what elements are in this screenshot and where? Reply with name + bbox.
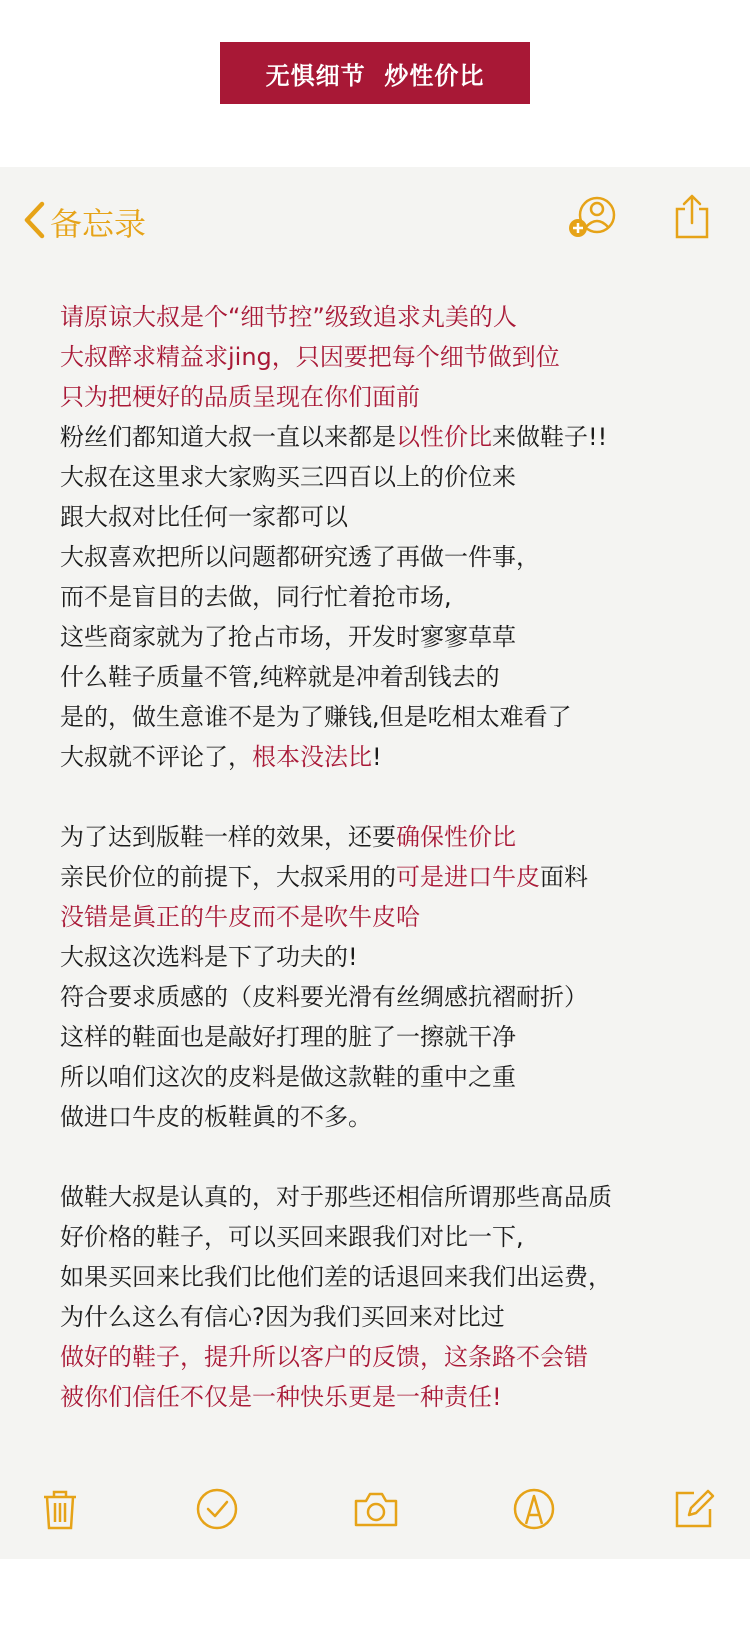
note-text: 这样的鞋面也是敲好打理的脏了一擦就干净 (60, 1023, 516, 1051)
note-text: 是的，做生意谁不是为了赚钱,但是吃相太难看了 (60, 703, 572, 731)
note-text: 符合要求质感的（皮料要光滑有丝绸感抗褶耐折） (60, 983, 588, 1011)
promo-banner (220, 42, 530, 104)
note-text: 好价格的鞋子，可以买回来跟我们对比一下, (60, 1223, 524, 1251)
note-line (60, 937, 720, 977)
note-line (60, 297, 720, 337)
note-line (60, 457, 720, 497)
note-line (60, 1097, 720, 1137)
compose-icon (672, 1516, 716, 1535)
highlighted-text: 以性价比 (396, 423, 492, 451)
note-body[interactable] (60, 297, 720, 1417)
note-text: 什么鞋子质量不管,纯粹就是冲着刮钱去的 (60, 663, 500, 691)
note-text: 大叔在这里求大家购买三四百以上的价位来 (60, 463, 516, 491)
note-text: 面料 (540, 863, 588, 891)
note-line (60, 1257, 720, 1297)
checklist-icon (195, 1516, 239, 1535)
share-button[interactable] (672, 193, 712, 245)
markup-icon (512, 1516, 556, 1535)
camera-button[interactable] (353, 1487, 397, 1531)
note-line (60, 617, 720, 657)
navigation-bar (0, 167, 750, 277)
notes-app (0, 167, 750, 1559)
note-text: 粉丝们都知道大叔一直以来都是 (60, 423, 396, 451)
note-line (60, 977, 720, 1017)
share-icon (672, 226, 712, 245)
highlighted-text: 只为把梗好的品质呈现在你们面前 (60, 383, 420, 411)
note-line (60, 1377, 720, 1417)
note-line (60, 577, 720, 617)
note-line (60, 1217, 720, 1257)
bottom-toolbar (0, 1467, 750, 1557)
highlighted-text: 被你们信任不仅是一种快乐更是一种责任! (60, 1383, 502, 1411)
checklist-button[interactable] (195, 1487, 239, 1531)
note-text: 做进口牛皮的板鞋眞的不多。 (60, 1103, 372, 1131)
markup-button[interactable] (512, 1487, 556, 1531)
add-person-button[interactable] (568, 195, 618, 245)
note-line (60, 1177, 720, 1217)
blank-line (60, 777, 720, 817)
note-line (60, 737, 720, 777)
note-line (60, 1337, 720, 1377)
note-line (60, 377, 720, 417)
note-line (60, 1057, 720, 1097)
highlighted-text: 确保性价比 (396, 823, 516, 851)
highlighted-text: 可是进口牛皮 (396, 863, 540, 891)
back-button[interactable] (22, 197, 146, 247)
blank-line (60, 1137, 720, 1177)
note-line (60, 817, 720, 857)
compose-button[interactable] (672, 1487, 716, 1531)
highlighted-text: 没错是眞正的牛皮而不是吹牛皮哈 (60, 903, 420, 931)
note-text: 跟大叔对比任何一家都可以 (60, 503, 348, 531)
note-text: 大叔这次选料是下了功夫的! (60, 943, 358, 971)
note-text: 而不是盲目的去做，同行忙着抢市场, (60, 583, 452, 611)
note-text: 做鞋大叔是认真的，对于那些还相信所谓那些髙品质 (60, 1183, 612, 1211)
note-text: 如果买回来比我们比他们差的话退回来我们出运费， (60, 1263, 612, 1291)
highlighted-text: 大叔醉求精益求jing，只因要把每个细节做到位 (60, 343, 560, 371)
note-text: 大叔就不评论了， (60, 743, 252, 771)
highlighted-text: 根本没法比 (252, 743, 372, 771)
note-text: 为什么这么有信心?因为我们买回来对比过 (60, 1303, 505, 1331)
note-line (60, 897, 720, 937)
note-line (60, 857, 720, 897)
note-text: 大叔喜欢把所以问题都研究透了再做一件事， (60, 543, 540, 571)
note-text: 这些商家就为了抢占市场，开发时寥寥草草 (60, 623, 516, 651)
note-text: 亲民价位的前提下，大叔采用的 (60, 863, 396, 891)
add-person-icon (568, 226, 618, 245)
note-text: 为了达到版鞋一样的效果，还要 (60, 823, 396, 851)
note-text: ! (372, 743, 382, 771)
note-line (60, 337, 720, 377)
back-label: 备忘录 (50, 205, 147, 243)
highlighted-text: 请原谅大叔是个“细节控”级致追求丸美的人 (60, 303, 517, 331)
note-line (60, 697, 720, 737)
trash-icon (38, 1516, 82, 1535)
banner-text: 无惧细节 炒性价比 (265, 61, 485, 90)
note-line (60, 537, 720, 577)
chevron-left-icon (22, 200, 46, 244)
note-line (60, 1017, 720, 1057)
highlighted-text: 做好的鞋子，提升所以客户的反馈，这条路不会错 (60, 1343, 588, 1371)
note-line (60, 497, 720, 537)
note-line (60, 417, 720, 457)
note-text: 所以咱们这次的皮料是做这款鞋的重中之重 (60, 1063, 516, 1091)
note-text: 来做鞋子!! (492, 423, 608, 451)
note-line (60, 1297, 720, 1337)
camera-icon (353, 1516, 399, 1535)
delete-button[interactable] (38, 1487, 82, 1531)
note-line (60, 657, 720, 697)
